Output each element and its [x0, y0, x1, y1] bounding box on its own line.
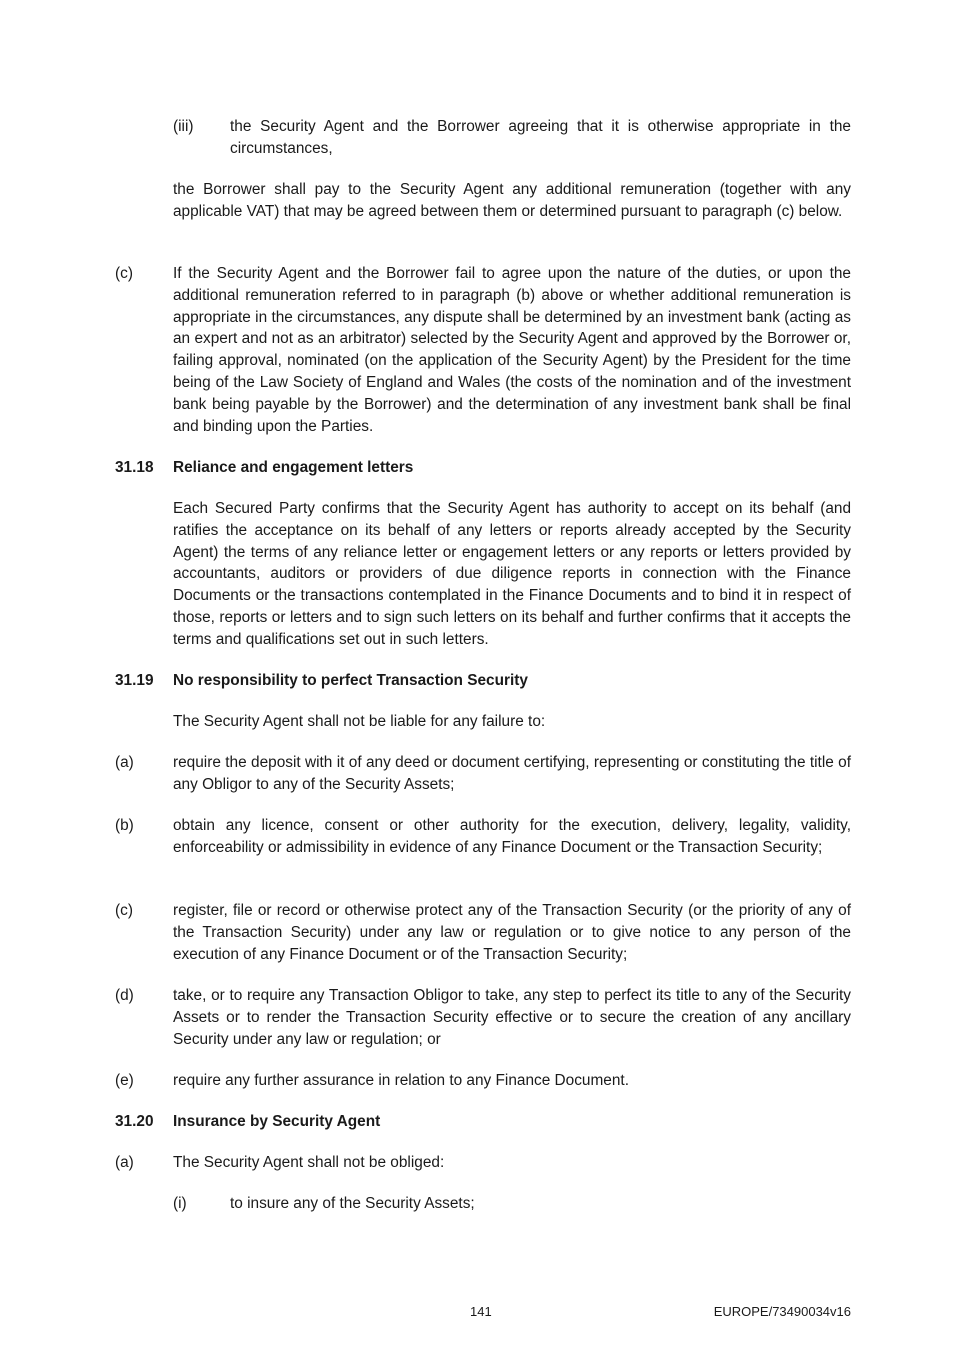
sub-item-i-text: to insure any of the Security Assets;: [230, 1195, 475, 1212]
document-reference: EUROPE/73490034v16: [713, 1304, 851, 1319]
section-31-18-body: Each Secured Party confirms that the Security Agent has authority to accept on its behalf (and ratifies the acceptance on its behalf of any letters or reports already accepted by the Security Agent) the terms of any reliance letter or engagement letters or any reports or letters provided by accountants, auditors or providers of due diligence reports in connection with the Finance Documents or the transactions contemplated in the Finance Documents and to bind it in respect of those, reports or letters and to sign such letters on its behalf and further confirms that it accepts the terms and qualifications set out in such letters.: [173, 500, 851, 648]
para-c-text: If the Security Agent and the Borrower fail to agree upon the nature of the duties, or upon the additional remuneration referred to in paragraph (b) above or whether additional remuneration is appropriate in the circumstances, any dispute shall be determined by an investment bank (acting as an expert and not as an arbitrator) selected by the Security Agent and approved by the Borrower or, failing approval, nominated (on the application of the Security Agent) by the President for the time being of the Law Society of England and Wales (the costs of the nomination and of the investment bank being payable by the Borrower) and the determination of any investment bank shall be final and binding upon the Parties.: [173, 265, 851, 435]
page-number: 141: [470, 1304, 492, 1319]
section-31-20-number: 31.20: [115, 1113, 154, 1130]
section-31-18-title: Reliance and engagement letters: [173, 459, 414, 476]
item-iii-text: the Security Agent and the Borrower agreeing that it is otherwise appropriate in the circumstances,: [230, 118, 851, 157]
list-item-a-marker: (a): [115, 754, 134, 771]
section-31-20-item-a-text: The Security Agent shall not be obliged:: [173, 1154, 445, 1171]
section-31-20-title: Insurance by Security Agent: [173, 1113, 381, 1130]
sub-item-i-marker: (i): [173, 1195, 187, 1212]
list-item-c-marker: (c): [115, 902, 133, 919]
list-item-a-text: require the deposit with it of any deed or document certifying, representing or constituting the title of any Obligor to any of the Security Assets;: [173, 754, 851, 793]
section-31-19-title: No responsibility to perfect Transaction Security: [173, 672, 528, 689]
list-item-e-text: require any further assurance in relation to any Finance Document.: [173, 1072, 629, 1089]
para-c-marker: (c): [115, 265, 133, 282]
section-31-20-item-a-marker: (a): [115, 1154, 134, 1171]
list-item-d-marker: (d): [115, 987, 134, 1004]
list-item-d-text: take, or to require any Transaction Obligor to take, any step to perfect its title to any of the Security Assets or to render the Transaction Security effective or to secure the creation of any ancillary Security under any law or regulation; or: [173, 987, 851, 1048]
list-item-b-marker: (b): [115, 817, 134, 834]
continuation-paragraph: the Borrower shall pay to the Security Agent any additional remuneration (together with any applicable VAT) that may be agreed between them or determined pursuant to paragraph (c) below.: [173, 181, 851, 220]
section-31-19-intro: The Security Agent shall not be liable for any failure to:: [173, 713, 546, 730]
section-31-18-number: 31.18: [115, 459, 154, 476]
item-iii-marker: (iii): [173, 118, 194, 135]
section-31-19-number: 31.19: [115, 672, 154, 689]
list-item-b-text: obtain any licence, consent or other authority for the execution, delivery, legality, validity, enforceability or admissibility in evidence of any Finance Document or the Transaction Security;: [173, 817, 851, 856]
list-item-c-text: register, file or record or otherwise protect any of the Transaction Security (or the priority of any of the Transaction Security) under any law or regulation or to give notice to any person of the execution of any Finance Document or of the Transaction Security;: [173, 902, 851, 963]
list-item-e-marker: (e): [115, 1072, 134, 1089]
